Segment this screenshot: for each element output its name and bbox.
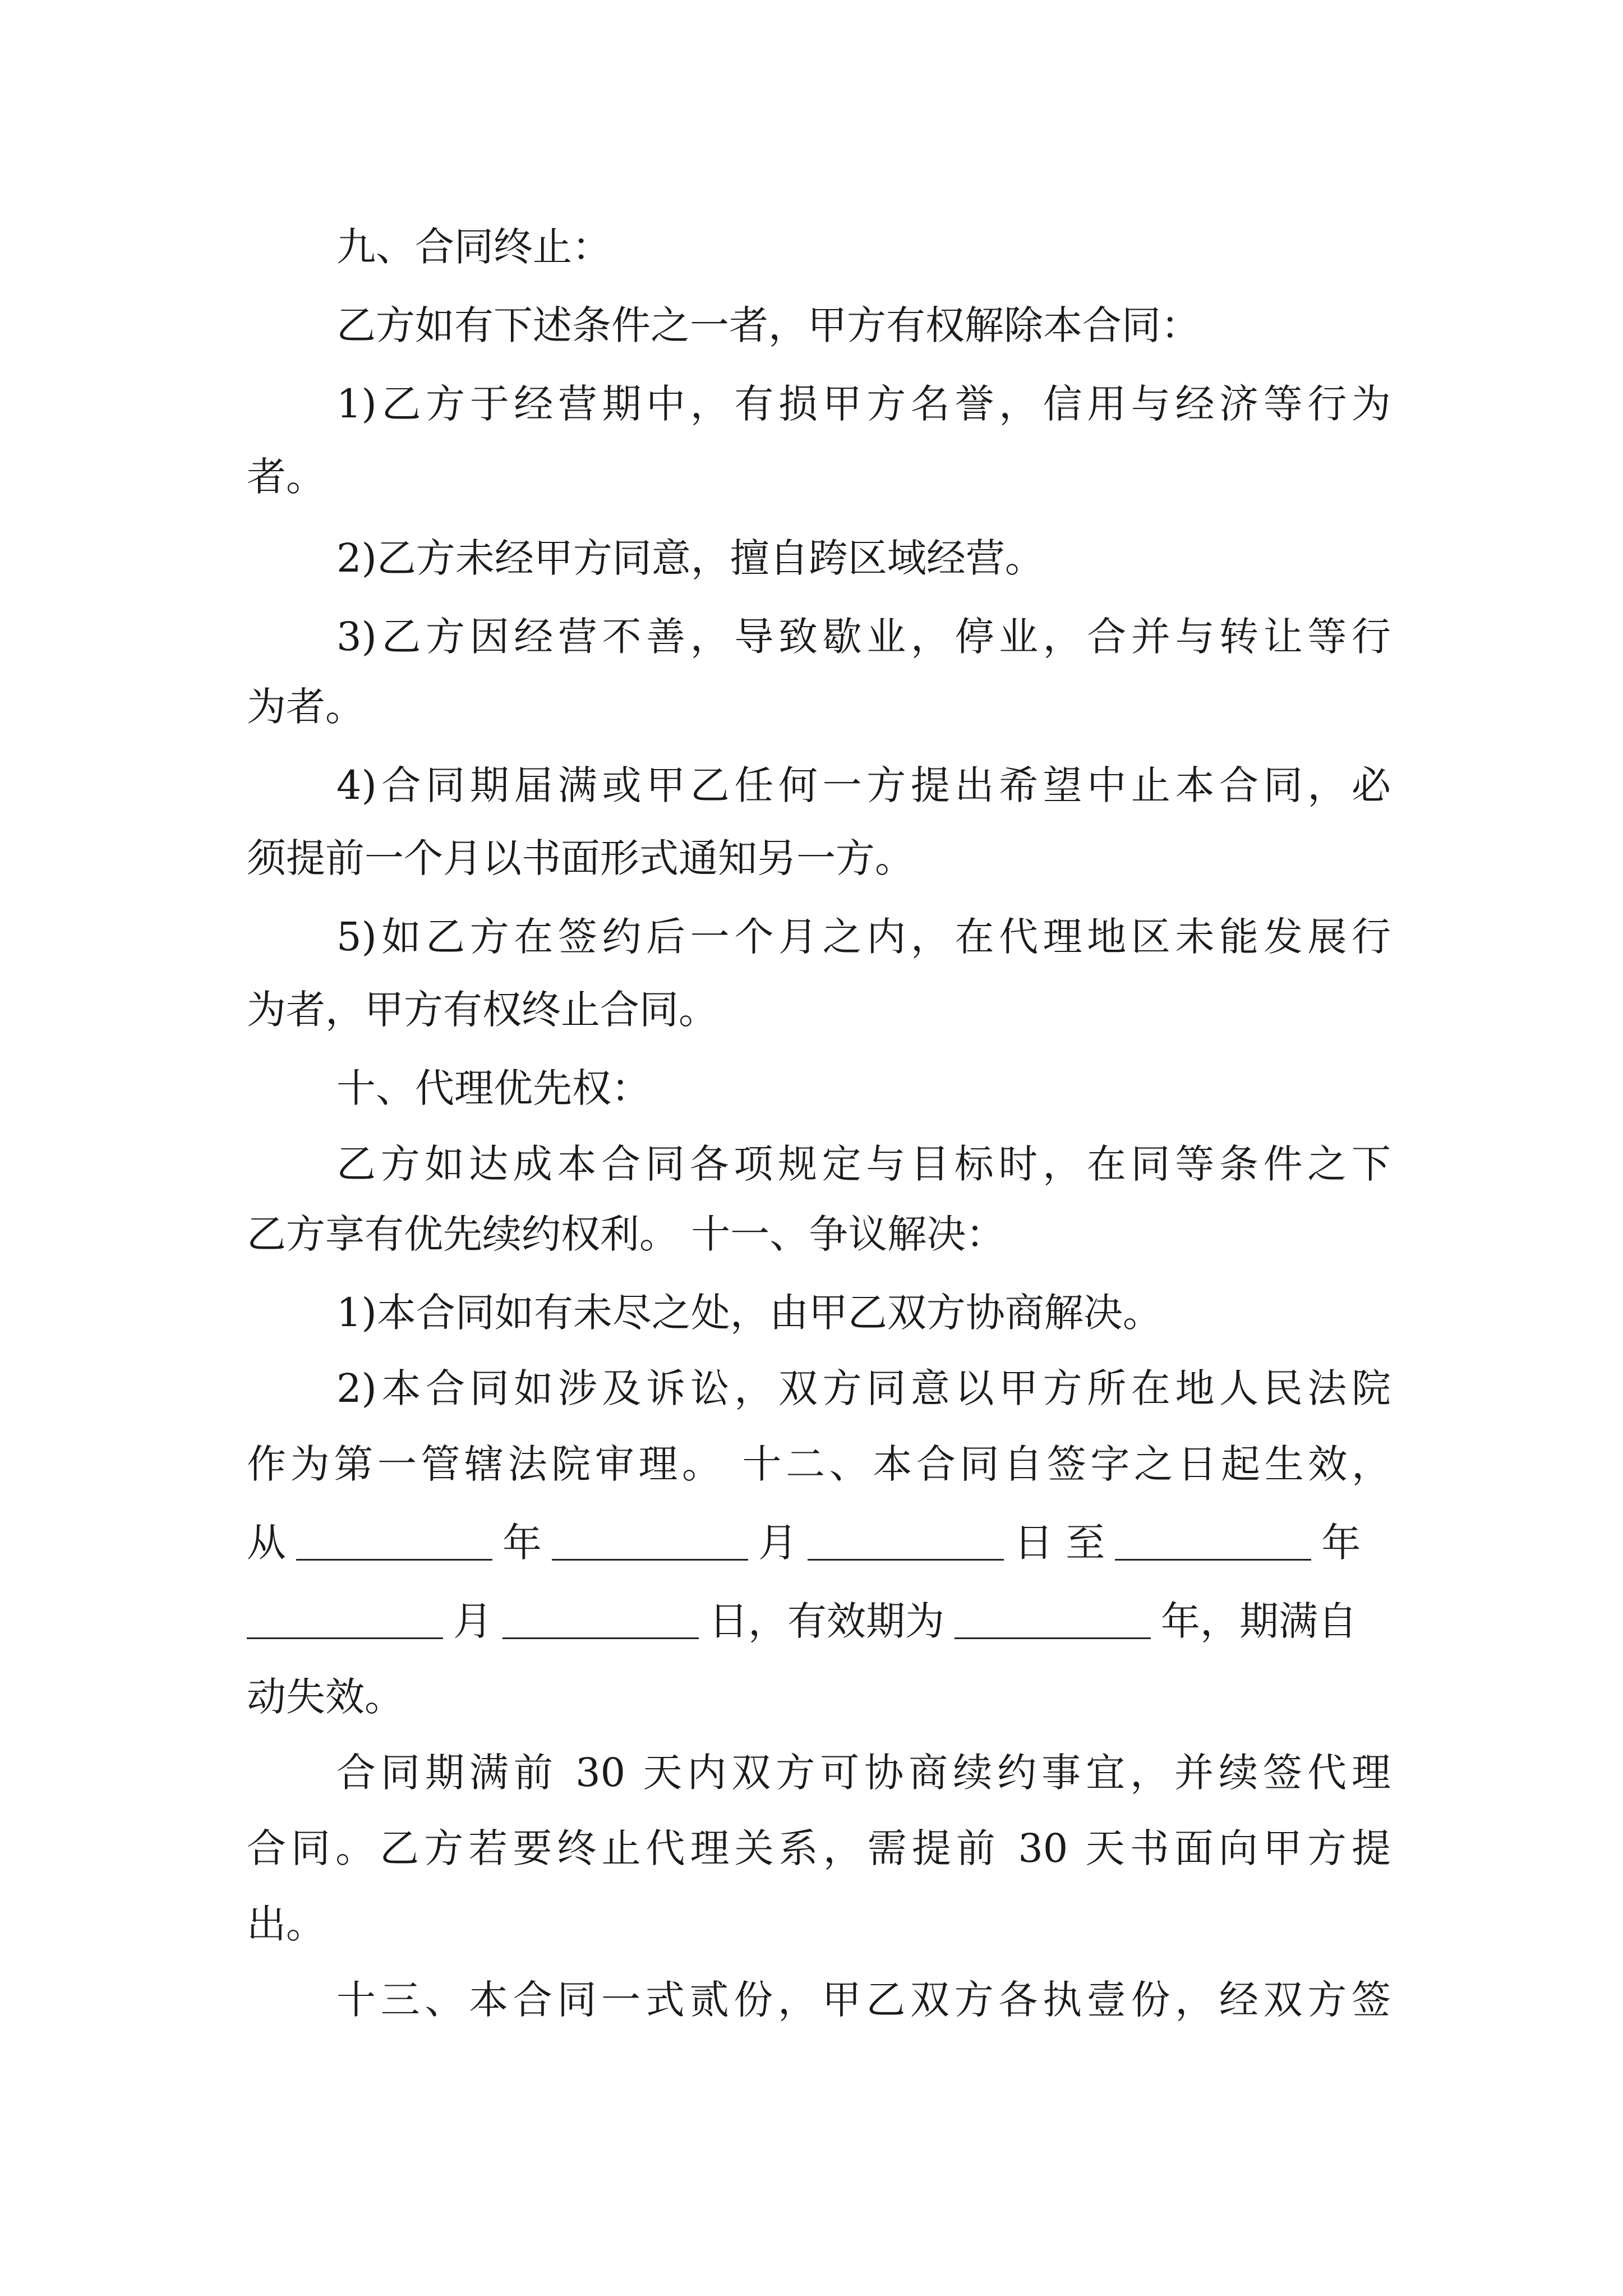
start-month-blank[interactable]	[552, 1525, 748, 1561]
paragraph-line: 合同期满前 30 天内双方可协商续约事宜，并续签代理	[336, 1750, 1391, 1796]
paragraph-line: 1)本合同如有未尽之处，由甲乙双方协商解决。	[336, 1290, 1162, 1336]
end-month-blank[interactable]	[247, 1604, 443, 1639]
section-9-heading: 九、合同终止：	[336, 224, 611, 270]
paragraph-line: 为者，甲方有权终止合同。	[247, 987, 718, 1033]
date-year2-label: 年	[1321, 1520, 1361, 1566]
validity-years-blank[interactable]	[955, 1604, 1151, 1639]
date-day-to-label: 日 至	[1014, 1520, 1105, 1566]
paragraph-line: 2)乙方未经甲方同意，擅自跨区域经营。	[336, 535, 1044, 581]
paragraph-line: 4)合同期届满或甲乙任何一方提出希望中止本合同，必	[336, 762, 1391, 808]
date-month-label: 月	[758, 1520, 797, 1566]
date-from-label: 从	[247, 1520, 286, 1566]
paragraph-line: 者。	[247, 454, 325, 500]
date-line-2	[247, 1582, 1391, 1660]
end-day-blank[interactable]	[502, 1604, 699, 1639]
date-month2-label: 月	[453, 1598, 492, 1644]
paragraph-line: 乙方如有下述条件之一者，甲方有权解除本合同：	[336, 302, 1200, 348]
section-10-heading: 十、代理优先权：	[336, 1065, 651, 1111]
paragraph-line: 5)如乙方在签约后一个月之内，在代理地区未能发展行	[336, 914, 1391, 960]
paragraph-line: 乙方如达成本合同各项规定与目标时，在同等条件之下	[336, 1141, 1391, 1187]
paragraph-line: 1)乙方于经营期中，有损甲方名誉，信用与经济等行为	[336, 381, 1391, 427]
paragraph-line: 作为第一管辖法院审理。 十二、本合同自签字之日起生效，	[247, 1441, 1391, 1487]
start-year-blank[interactable]	[296, 1525, 492, 1561]
date-valid-label: 日，有效期为	[709, 1598, 944, 1644]
date-tail-label: 年，期满自	[1161, 1598, 1357, 1644]
paragraph-line: 3)乙方因经营不善，导致歇业，停业，合并与转让等行	[336, 614, 1391, 660]
paragraph-line: 合同。乙方若要终止代理关系，需提前 30 天书面向甲方提	[247, 1825, 1391, 1871]
paragraph-line: 动失效。	[247, 1674, 404, 1720]
date-year-label: 年	[502, 1520, 542, 1566]
paragraph-line: 乙方享有优先续约权利。 十一、争议解决：	[247, 1211, 1006, 1257]
paragraph-line: 2)本合同如涉及诉讼，双方同意以甲方所在地人民法院	[336, 1365, 1391, 1411]
paragraph-line: 须提前一个月以书面形式通知另一方。	[247, 835, 914, 881]
start-day-blank[interactable]	[808, 1525, 1004, 1561]
section-13-line: 十三、本合同一式贰份，甲乙双方各执壹份，经双方签	[336, 1977, 1391, 2023]
date-line-1	[247, 1503, 1391, 1582]
paragraph-line: 出。	[247, 1901, 325, 1947]
paragraph-line: 为者。	[247, 684, 365, 730]
end-year-blank[interactable]	[1115, 1525, 1311, 1561]
